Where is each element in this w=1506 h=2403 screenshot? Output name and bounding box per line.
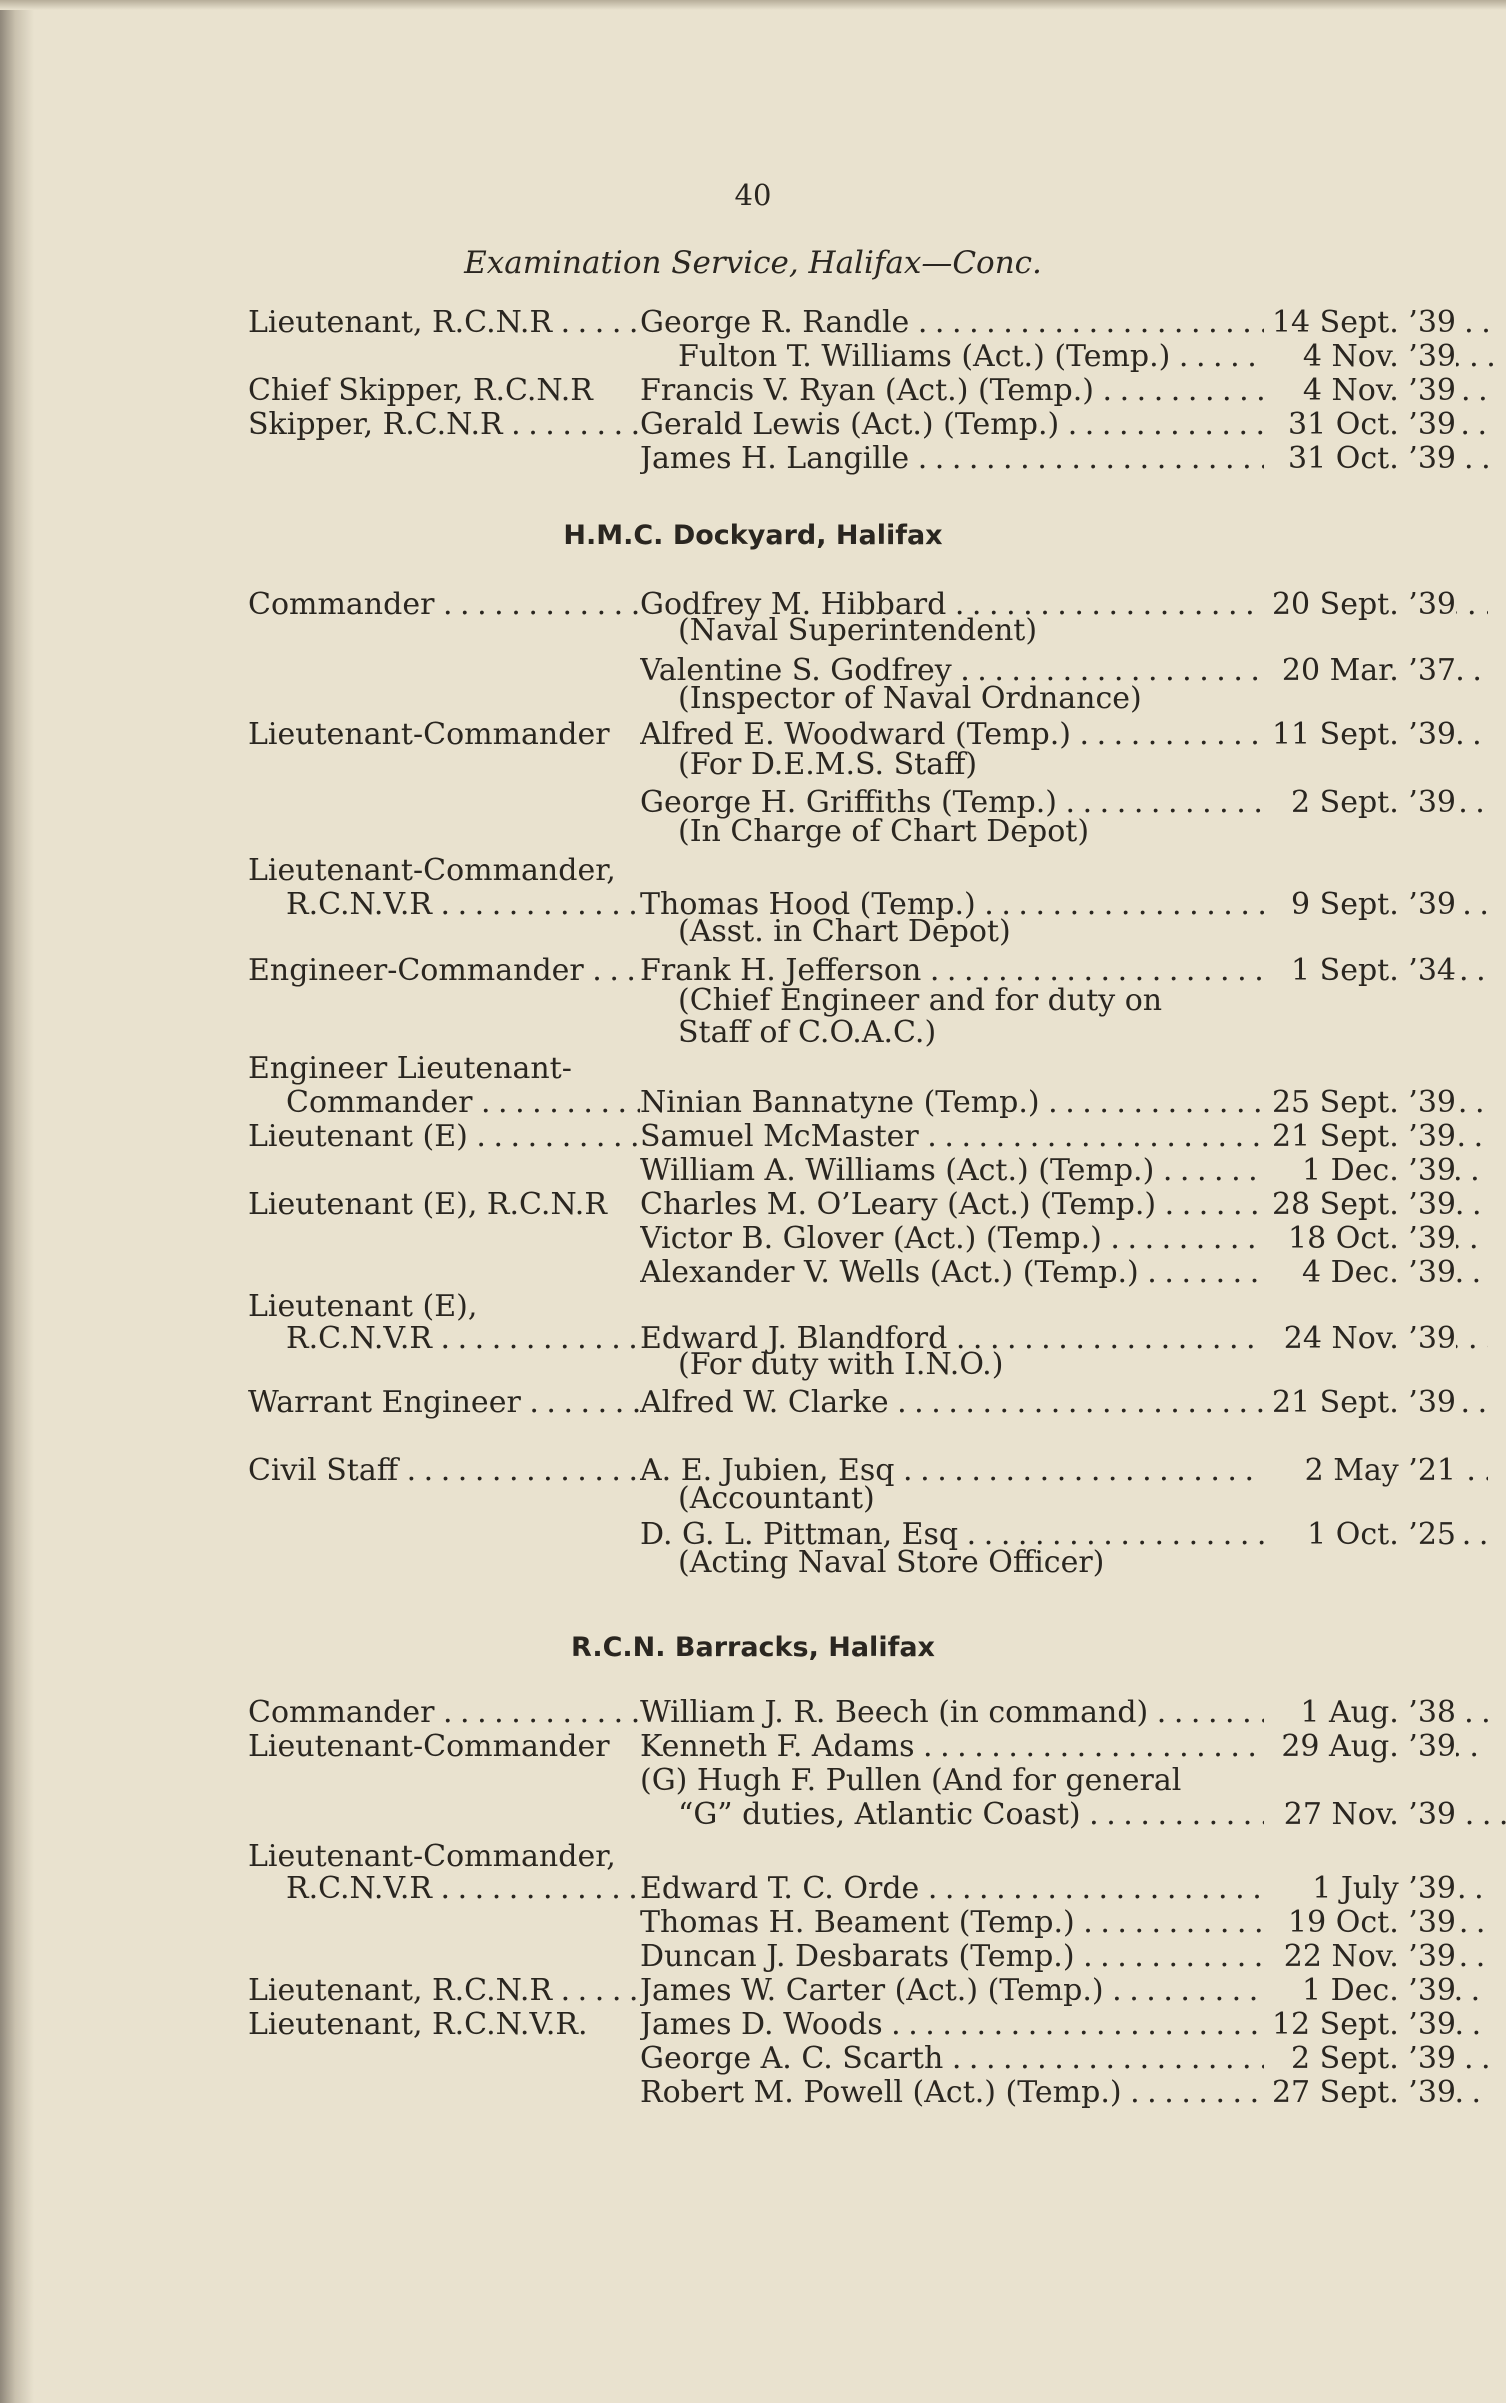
appointment-date: 21 Sept. ’39 — [1264, 1120, 1456, 1154]
officer-name: Duncan J. Desbarats (Temp.) . . . — [640, 1940, 1488, 1974]
rank-label: Lieutenant, R.C.N.R . . . — [248, 1974, 640, 2008]
appointment-date: 11 Sept. ’39 — [1264, 718, 1456, 752]
appointment-date: 2 May ’21 — [1264, 1454, 1456, 1488]
list-item — [248, 2076, 1456, 2110]
rank-label: Commander . . . — [248, 1696, 640, 1730]
appointment-date: 19 Oct. ’39 — [1264, 1906, 1456, 1940]
appointment-date: 2 Sept. ’39 — [1264, 786, 1456, 820]
rank-label: Lieutenant-Commander — [248, 718, 610, 752]
rank-label: Lieutenant-Commander, — [248, 1839, 616, 1874]
rank-label: Commander . . . — [248, 588, 640, 622]
officer-name: James H. Langille . . . — [640, 442, 1488, 476]
appointment-date: 31 Oct. ’39 — [1264, 442, 1456, 476]
appointment-note: (Naval Superintendent) — [678, 613, 1038, 648]
appointment-date: 22 Nov. ’39 — [1264, 1940, 1456, 1974]
officer-name: Edward J. Blandford . . . — [640, 1322, 1488, 1356]
officer-name: William A. Williams (Act.) (Temp.) . . . — [640, 1154, 1488, 1188]
list-item — [248, 1974, 1456, 2008]
list-item — [248, 1086, 1456, 1120]
list-item — [248, 340, 1456, 374]
appointment-note: (In Charge of Chart Depot) — [678, 814, 1090, 849]
page-number: 40 — [734, 178, 772, 212]
appointment-note: (For D.E.M.S. Staff) — [678, 747, 978, 782]
list-item — [248, 374, 1456, 408]
officer-name: “G” duties, Atlantic Coast) . . . — [640, 1798, 1506, 1832]
list-item — [248, 1940, 1456, 1974]
appointment-date: 12 Sept. ’39 — [1264, 2008, 1456, 2042]
rank-label: Lieutenant-Commander, — [248, 853, 616, 888]
appointment-date: 21 Sept. ’39 — [1264, 1386, 1456, 1420]
appointment-date: 1 Dec. ’39 — [1264, 1974, 1456, 2008]
appointment-date: 27 Nov. ’39 — [1264, 1798, 1456, 1832]
appointment-date: 14 Sept. ’39 — [1264, 306, 1456, 340]
rank-label: R.C.N.V.R . . . — [248, 1872, 640, 1906]
appointment-note: Staff of C.O.A.C.) — [678, 1015, 937, 1050]
officer-name: Frank H. Jefferson . . . — [640, 954, 1488, 988]
page-top-edge — [0, 0, 1506, 10]
appointment-date: 1 Dec. ’39 — [1264, 1154, 1456, 1188]
appointment-note: (Inspector of Naval Ordnance) — [678, 681, 1142, 716]
officer-name: Edward T. C. Orde . . . — [640, 1872, 1488, 1906]
officer-name: James W. Carter (Act.) (Temp.) . . . — [640, 1974, 1488, 2008]
rank-label: Warrant Engineer . . . — [248, 1386, 640, 1420]
officer-name: Gerald Lewis (Act.) (Temp.) . . . — [640, 408, 1488, 442]
officer-name: Valentine S. Godfrey . . . — [640, 654, 1488, 688]
appointment-date: 1 Aug. ’38 — [1264, 1696, 1456, 1730]
appointment-date: 25 Sept. ’39 — [1264, 1086, 1456, 1120]
rank-label: Civil Staff . . . — [248, 1454, 640, 1488]
section-heading-barracks: R.C.N. Barracks, Halifax — [571, 1632, 935, 1663]
appointment-note: (For duty with I.N.O.) — [678, 1347, 1004, 1382]
rank-label: R.C.N.V.R . . . — [248, 1322, 640, 1356]
list-item — [248, 1906, 1456, 1940]
rank-label: Engineer Lieutenant- — [248, 1051, 572, 1086]
appointment-date: 27 Sept. ’39 — [1264, 2076, 1456, 2110]
rank-label: Lieutenant (E), — [248, 1289, 478, 1324]
officer-name: George A. C. Scarth . . . — [640, 2042, 1488, 2076]
list-item — [248, 1222, 1456, 1256]
officer-name: Victor B. Glover (Act.) (Temp.) . . . — [640, 1222, 1488, 1256]
appointment-date: 1 Oct. ’25 — [1264, 1518, 1456, 1552]
officer-name: A. E. Jubien, Esq . . . — [640, 1454, 1488, 1488]
appointment-date: 24 Nov. ’39 — [1264, 1322, 1456, 1356]
list-item — [248, 1872, 1456, 1906]
officer-name: (G) Hugh F. Pullen (And for general — [640, 1764, 1182, 1798]
rank-label: R.C.N.V.R . . . — [248, 888, 640, 922]
rank-label: Lieutenant (E), R.C.N.R — [248, 1188, 607, 1222]
rank-label: Skipper, R.C.N.R . . . — [248, 408, 640, 442]
rank-label: Chief Skipper, R.C.N.R — [248, 374, 593, 408]
officer-name: William J. R. Beech (in command) . . . — [640, 1696, 1488, 1730]
appointment-date: 31 Oct. ’39 — [1264, 408, 1456, 442]
officer-name: Thomas H. Beament (Temp.) . . . — [640, 1906, 1488, 1940]
officer-name: George R. Randle . . . — [640, 306, 1488, 340]
officer-name: Samuel McMaster . . . — [640, 1120, 1488, 1154]
list-item — [248, 1386, 1456, 1420]
appointment-note: (Chief Engineer and for duty on — [678, 983, 1163, 1018]
appointment-note: (Asst. in Chart Depot) — [678, 914, 1011, 949]
rank-label: Lieutenant, R.C.N.R . . . — [248, 306, 640, 340]
appointment-note: (Accountant) — [678, 1481, 875, 1516]
officer-name: Charles M. O’Leary (Act.) (Temp.) . . . — [640, 1188, 1488, 1222]
list-item — [248, 306, 1456, 340]
officer-name: Fulton T. Williams (Act.) (Temp.) . . . — [640, 340, 1506, 374]
appointment-date: 18 Oct. ’39 — [1264, 1222, 1456, 1256]
appointment-date: 4 Dec. ’39 — [1264, 1256, 1456, 1290]
section-heading-dockyard: H.M.C. Dockyard, Halifax — [563, 520, 943, 551]
rank-label: Commander . . . — [248, 1086, 640, 1120]
rank-label: Lieutenant-Commander — [248, 1730, 610, 1764]
appointment-date: 1 Sept. ’34 — [1264, 954, 1456, 988]
appointment-date: 28 Sept. ’39 — [1264, 1188, 1456, 1222]
rank-label: Engineer-Commander . . . — [248, 954, 640, 988]
appointment-date: 20 Mar. ’37 — [1264, 654, 1456, 688]
officer-name: D. G. L. Pittman, Esq . . . — [640, 1518, 1488, 1552]
officer-name: Alexander V. Wells (Act.) (Temp.) . . . — [640, 1256, 1488, 1290]
list-item — [248, 1256, 1456, 1290]
appointment-date: 9 Sept. ’39 — [1264, 888, 1456, 922]
officer-name: James D. Woods . . . — [640, 2008, 1488, 2042]
officer-name: Alfred E. Woodward (Temp.) . . . — [640, 718, 1488, 752]
appointment-date: 29 Aug. ’39 — [1264, 1730, 1456, 1764]
page-gutter-shadow — [0, 0, 34, 2403]
officer-name: Thomas Hood (Temp.) . . . — [640, 888, 1488, 922]
officer-name: George H. Griffiths (Temp.) . . . — [640, 786, 1488, 820]
officer-name: Godfrey M. Hibbard . . . — [640, 588, 1488, 622]
list-item — [248, 408, 1456, 442]
rank-label: Lieutenant, R.C.N.V.R. — [248, 2008, 588, 2042]
officer-name: Francis V. Ryan (Act.) (Temp.) . . . — [640, 374, 1488, 408]
list-item — [248, 2008, 1456, 2042]
section-subtitle: Examination Service, Halifax—Conc. — [464, 245, 1042, 281]
list-item — [248, 1120, 1456, 1154]
officer-name: Ninian Bannatyne (Temp.) . . . — [640, 1086, 1488, 1120]
list-item — [248, 1798, 1456, 1832]
list-item — [248, 1154, 1456, 1188]
rank-label: Lieutenant (E) . . . — [248, 1120, 640, 1154]
appointment-date: 2 Sept. ’39 — [1264, 2042, 1456, 2076]
list-item — [248, 1696, 1456, 1730]
list-item — [248, 2042, 1456, 2076]
list-item — [248, 1188, 1456, 1222]
officer-name: Robert M. Powell (Act.) (Temp.) . . . — [640, 2076, 1488, 2110]
appointment-date: 1 July ’39 — [1264, 1872, 1456, 1906]
officer-name: Kenneth F. Adams . . . — [640, 1730, 1488, 1764]
officer-name: Alfred W. Clarke . . . — [640, 1386, 1488, 1420]
appointment-date: 4 Nov. ’39 — [1264, 374, 1456, 408]
list-item — [248, 1730, 1456, 1764]
appointment-date: 20 Sept. ’39 — [1264, 588, 1456, 622]
list-item — [248, 442, 1456, 476]
appointment-note: (Acting Naval Store Officer) — [678, 1545, 1105, 1580]
appointment-date: 4 Nov. ’39 — [1264, 340, 1456, 374]
list-item — [248, 1764, 1456, 1798]
